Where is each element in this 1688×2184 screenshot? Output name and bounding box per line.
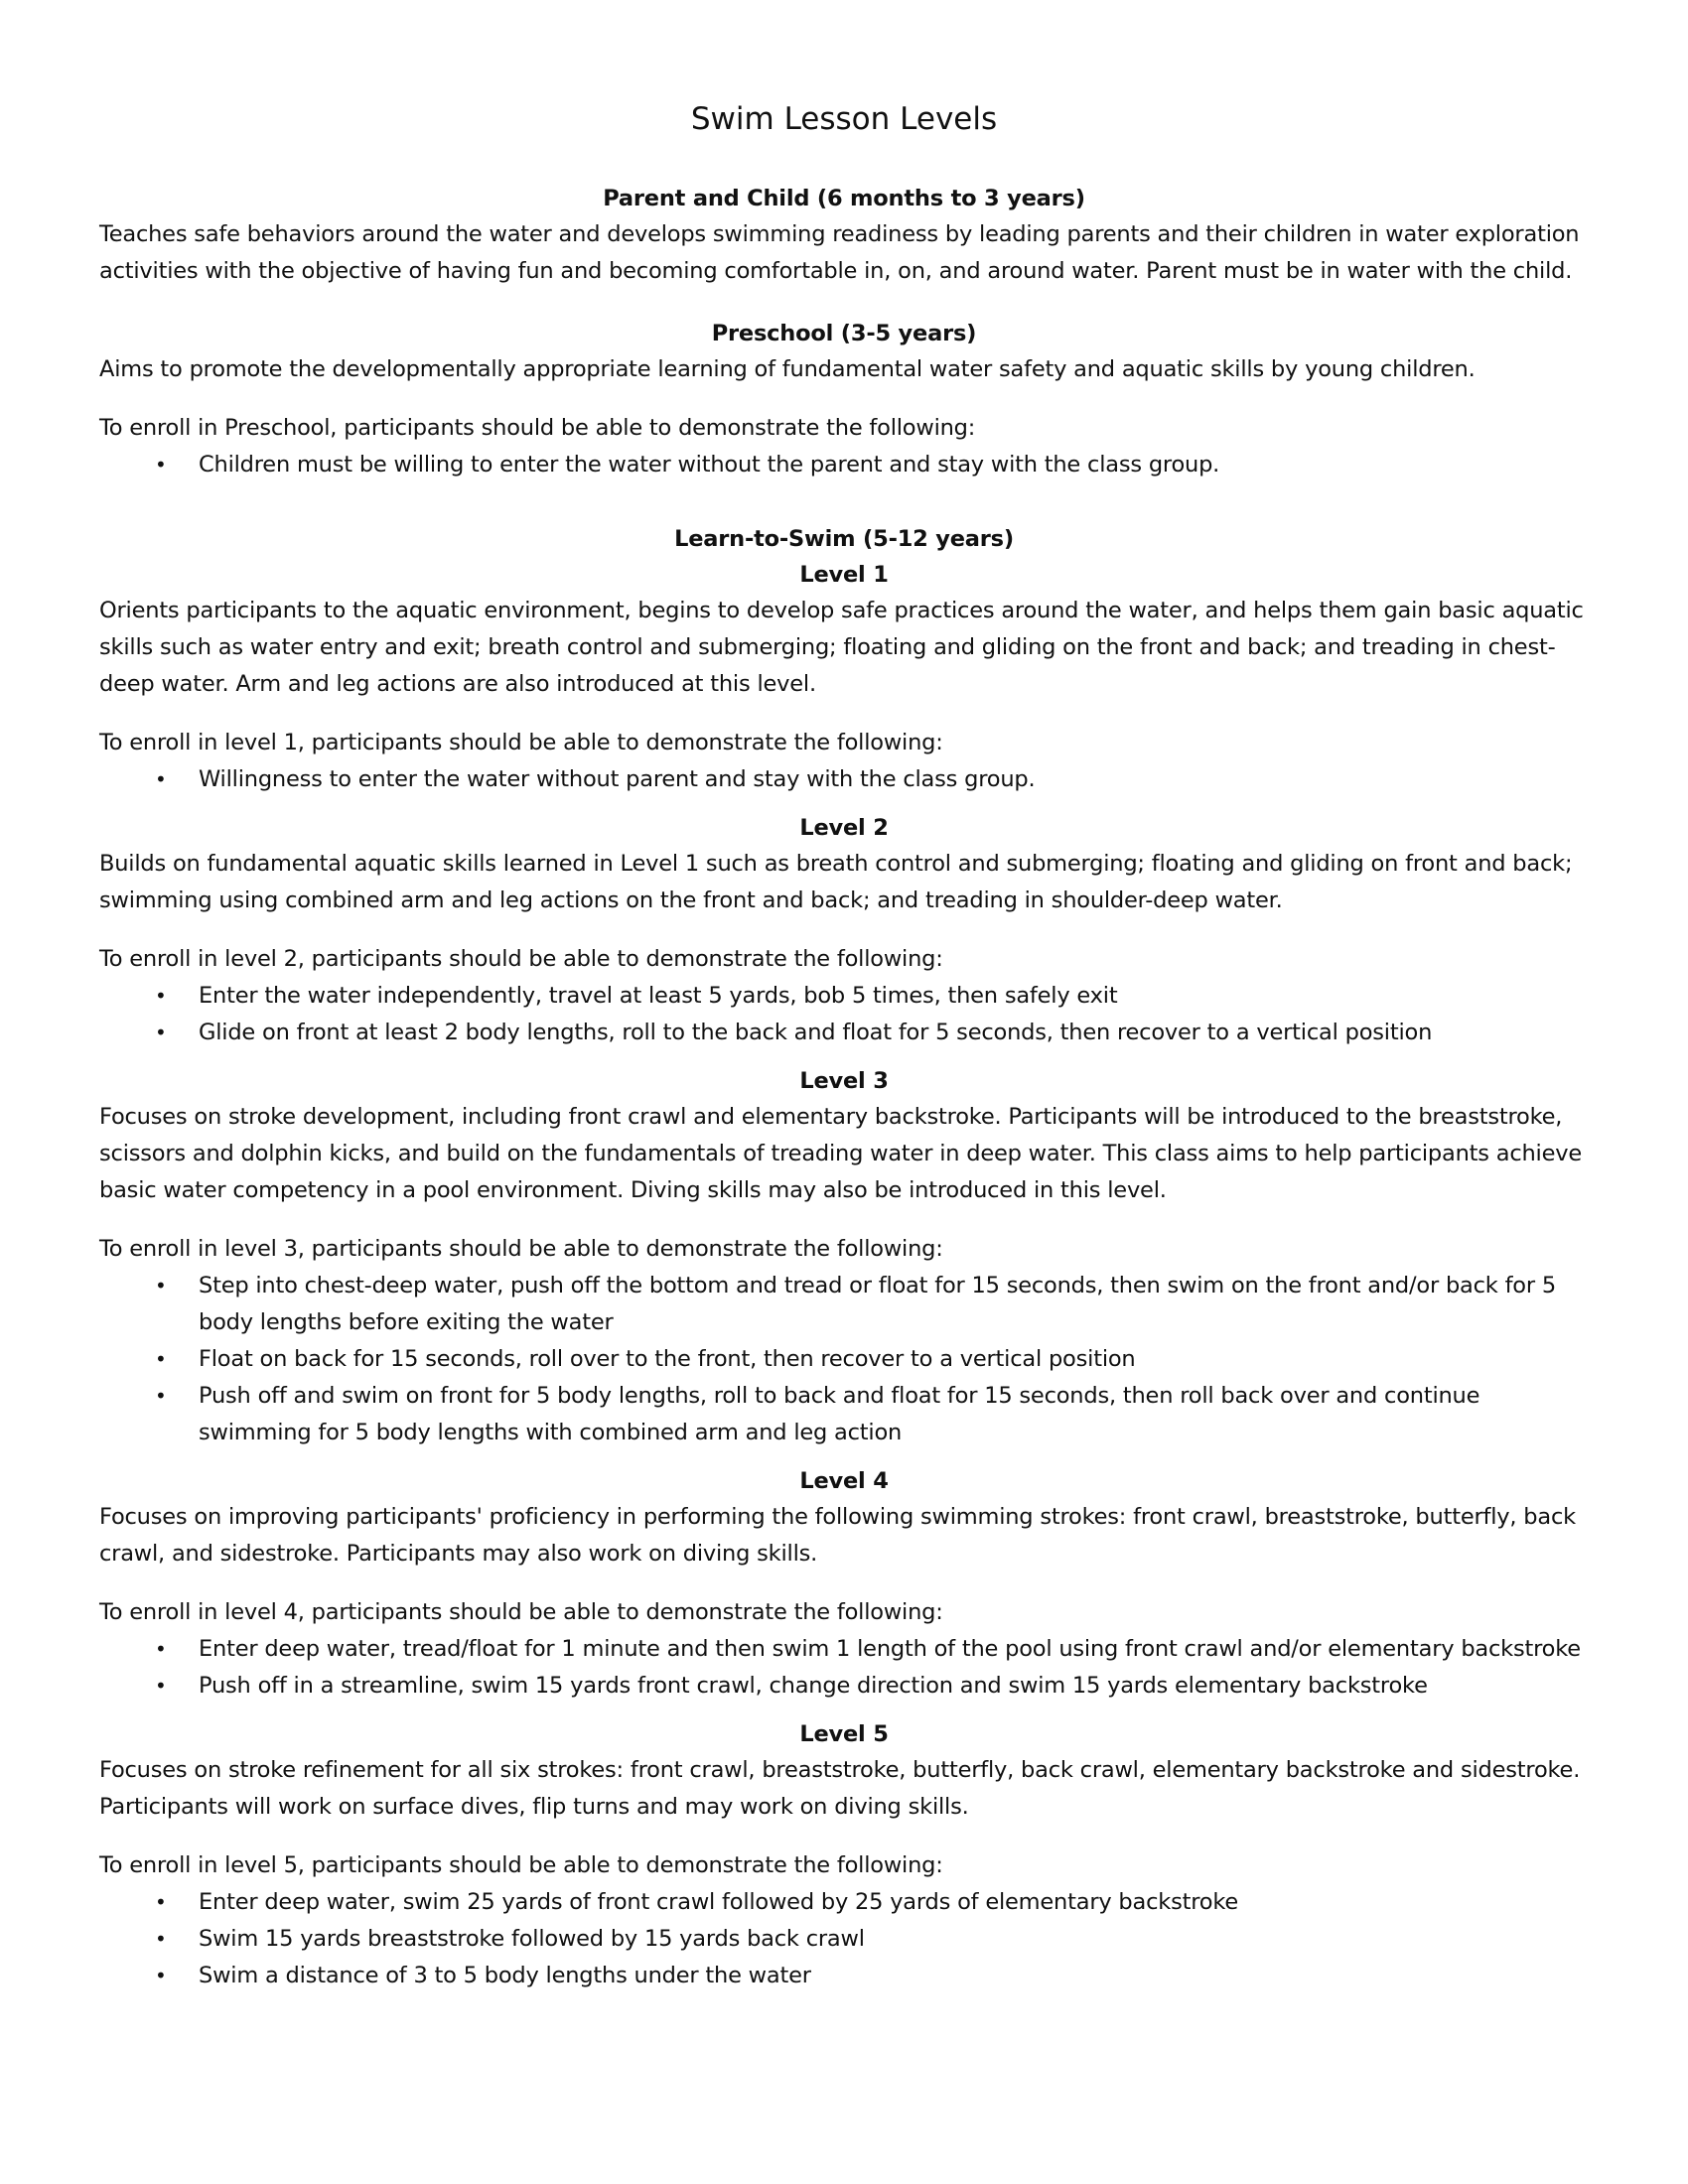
- section-heading: Level 4: [799, 1468, 889, 1494]
- list-item: • Enter deep water, swim 25 yards of front crawl followed by 25 yards of elementary backstroke: [99, 1884, 1589, 1921]
- section-preschool: [99, 316, 1589, 483]
- document-page: [99, 99, 1589, 2085]
- section-description: Aims to promote the developmentally appropriate learning of fundamental water safety and aquatic skills by young children.: [99, 356, 1476, 382]
- bullet-icon: •: [155, 984, 167, 1008]
- requirements-list: [99, 1884, 1589, 1994]
- list-item: • Enter deep water, tread/float for 1 minute and then swim 1 length of the pool using front crawl and/or elementary backstroke: [99, 1631, 1589, 1668]
- bullet-icon: •: [155, 1890, 167, 1914]
- enroll-intro: To enroll in level 3, participants should be able to demonstrate the following:: [99, 1236, 943, 1262]
- section-level-2: [99, 810, 1589, 1051]
- list-item: • Push off and swim on front for 5 body lengths, roll to back and float for 15 seconds, then roll back over and continue swimming for 5 body lengths with combined arm and leg action: [99, 1378, 1589, 1451]
- section-description: Focuses on stroke development, including front crawl and elementary backstroke. Participants will be introduced to the breaststroke, scissors and dolphin kicks, and build on the fundamentals of treading water in deep water. This class aims to help participants achieve basic water competency in a pool environment. Diving skills may also be introduced in this level.: [99, 1104, 1583, 1203]
- section-heading: Preschool (3-5 years): [711, 321, 977, 346]
- section-heading: Learn-to-Swim (5-12 years): [674, 526, 1014, 552]
- page-title: Swim Lesson Levels: [690, 101, 998, 137]
- enroll-intro: To enroll in level 5, participants should be able to demonstrate the following:: [99, 1852, 943, 1878]
- bullet-icon: •: [155, 1274, 167, 1297]
- section-parent-and-child: [99, 181, 1589, 290]
- bullet-icon: •: [155, 1637, 167, 1661]
- bullet-icon: •: [155, 1927, 167, 1951]
- list-item: • Children must be willing to enter the water without the parent and stay with the class group.: [99, 447, 1589, 483]
- bullet-icon: •: [155, 1384, 167, 1408]
- bullet-icon: •: [155, 1347, 167, 1371]
- section-description: Focuses on improving participants' proficiency in performing the following swimming strokes: front crawl, breaststroke, butterfly, back crawl, and sidestroke. Participants may also work on diving skills.: [99, 1504, 1576, 1567]
- list-item: • Step into chest-deep water, push off the bottom and tread or float for 15 seconds, then swim on the front and/or back for 5 body lengths before exiting the water: [99, 1268, 1589, 1341]
- list-item: • Float on back for 15 seconds, roll over to the front, then recover to a vertical position: [99, 1341, 1589, 1378]
- list-item: • Enter the water independently, travel at least 5 yards, bob 5 times, then safely exit: [99, 978, 1589, 1015]
- section-description: Builds on fundamental aquatic skills learned in Level 1 such as breath control and submerging; floating and gliding on front and back; swimming using combined arm and leg actions on the front and back; and treading in shoulder-deep water.: [99, 851, 1573, 913]
- requirements-list: [99, 1268, 1589, 1451]
- list-item: • Glide on front at least 2 body lengths, roll to the back and float for 5 seconds, then recover to a vertical position: [99, 1015, 1589, 1051]
- section-level-1: [99, 521, 1589, 798]
- section-level-4: [99, 1463, 1589, 1705]
- section-heading: Level 2: [799, 815, 889, 841]
- bullet-icon: •: [155, 1021, 167, 1044]
- section-level-3: [99, 1063, 1589, 1451]
- section-heading: Parent and Child (6 months to 3 years): [603, 186, 1085, 211]
- list-item: • Swim 15 yards breaststroke followed by 15 yards back crawl: [99, 1921, 1589, 1958]
- list-item: • Willingness to enter the water without parent and stay with the class group.: [99, 761, 1589, 798]
- section-description: Orients participants to the aquatic environment, begins to develop safe practices around the water, and helps them gain basic aquatic skills such as water entry and exit; breath control and submerging; floating and gliding on the front and back; and treading in chest-deep water. Arm and leg actions are also introduced at this level.: [99, 598, 1584, 697]
- bullet-icon: •: [155, 1964, 167, 1987]
- section-description: Teaches safe behaviors around the water and develops swimming readiness by leading parents and their children in water exploration activities with the objective of having fun and becoming comfortable in, on, and around water. Parent must be in water with the child.: [99, 221, 1580, 284]
- list-item: • Swim a distance of 3 to 5 body lengths under the water: [99, 1958, 1589, 1994]
- section-subheading: Level 1: [799, 562, 889, 588]
- enroll-intro: To enroll in level 2, participants should be able to demonstrate the following:: [99, 946, 943, 972]
- section-heading: Level 5: [799, 1721, 889, 1747]
- section-level-5: [99, 1716, 1589, 1994]
- bullet-icon: •: [155, 1674, 167, 1698]
- section-description: Focuses on stroke refinement for all six strokes: front crawl, breaststroke, butterfly, back crawl, elementary backstroke and sidestroke. Participants will work on surface dives, flip turns and may work on diving skills.: [99, 1757, 1581, 1820]
- enroll-intro: To enroll in Preschool, participants should be able to demonstrate the following:: [99, 415, 976, 441]
- enroll-intro: To enroll in level 1, participants should be able to demonstrate the following:: [99, 730, 943, 755]
- bullet-icon: •: [155, 767, 167, 791]
- section-heading: Level 3: [799, 1068, 889, 1094]
- requirements-list: [99, 978, 1589, 1051]
- requirements-list: [99, 1631, 1589, 1705]
- list-item: • Push off in a streamline, swim 15 yards front crawl, change direction and swim 15 yards elementary backstroke: [99, 1668, 1589, 1705]
- enroll-intro: To enroll in level 4, participants should be able to demonstrate the following:: [99, 1599, 943, 1625]
- requirements-list: [99, 761, 1589, 798]
- requirements-list: [99, 447, 1589, 483]
- bullet-icon: •: [155, 453, 167, 477]
